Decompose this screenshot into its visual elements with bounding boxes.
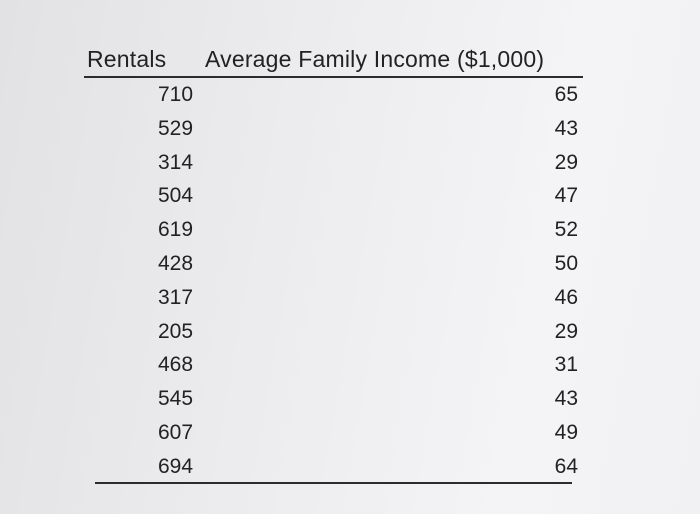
table-row — [0, 181, 700, 215]
table-row — [0, 350, 700, 384]
table-body — [0, 80, 700, 486]
table-row — [0, 283, 700, 317]
table-row — [0, 452, 700, 486]
table-row — [0, 317, 700, 351]
income-cell: 49 — [554, 420, 578, 444]
income-cell: 50 — [554, 251, 578, 275]
income-cell: 29 — [554, 319, 578, 343]
table-row — [0, 249, 700, 283]
income-cell: 52 — [554, 218, 578, 242]
rentals-cell: 545 — [158, 387, 194, 411]
income-cell: 47 — [554, 184, 578, 208]
rentals-cell: 468 — [158, 353, 194, 377]
rentals-cell: 205 — [158, 319, 194, 343]
rentals-cell: 710 — [158, 83, 194, 106]
income-cell: 31 — [554, 353, 578, 377]
table-row — [0, 384, 700, 418]
header-rule — [84, 76, 583, 78]
rentals-cell: 529 — [158, 116, 194, 140]
income-cell: 43 — [554, 116, 578, 140]
income-cell: 46 — [554, 285, 578, 309]
rentals-cell: 317 — [158, 285, 194, 309]
rentals-cell: 619 — [158, 218, 194, 242]
table-row — [0, 148, 700, 182]
header-rentals: Rentals — [87, 46, 167, 72]
income-cell: 65 — [554, 83, 578, 106]
income-cell: 29 — [554, 150, 578, 174]
table-row — [0, 418, 700, 452]
header-average-family-income: Average Family Income ($1,000) — [205, 46, 545, 72]
rentals-cell: 314 — [158, 150, 194, 174]
rentals-cell: 428 — [158, 251, 194, 275]
rentals-cell: 504 — [158, 184, 194, 208]
rentals-cell: 607 — [158, 420, 194, 444]
bottom-rule — [95, 482, 572, 484]
rentals-cell: 694 — [158, 454, 194, 478]
table-row — [0, 80, 700, 114]
income-cell: 43 — [554, 387, 578, 411]
income-cell: 64 — [554, 454, 578, 478]
table-row — [0, 215, 700, 249]
table-row — [0, 114, 700, 148]
